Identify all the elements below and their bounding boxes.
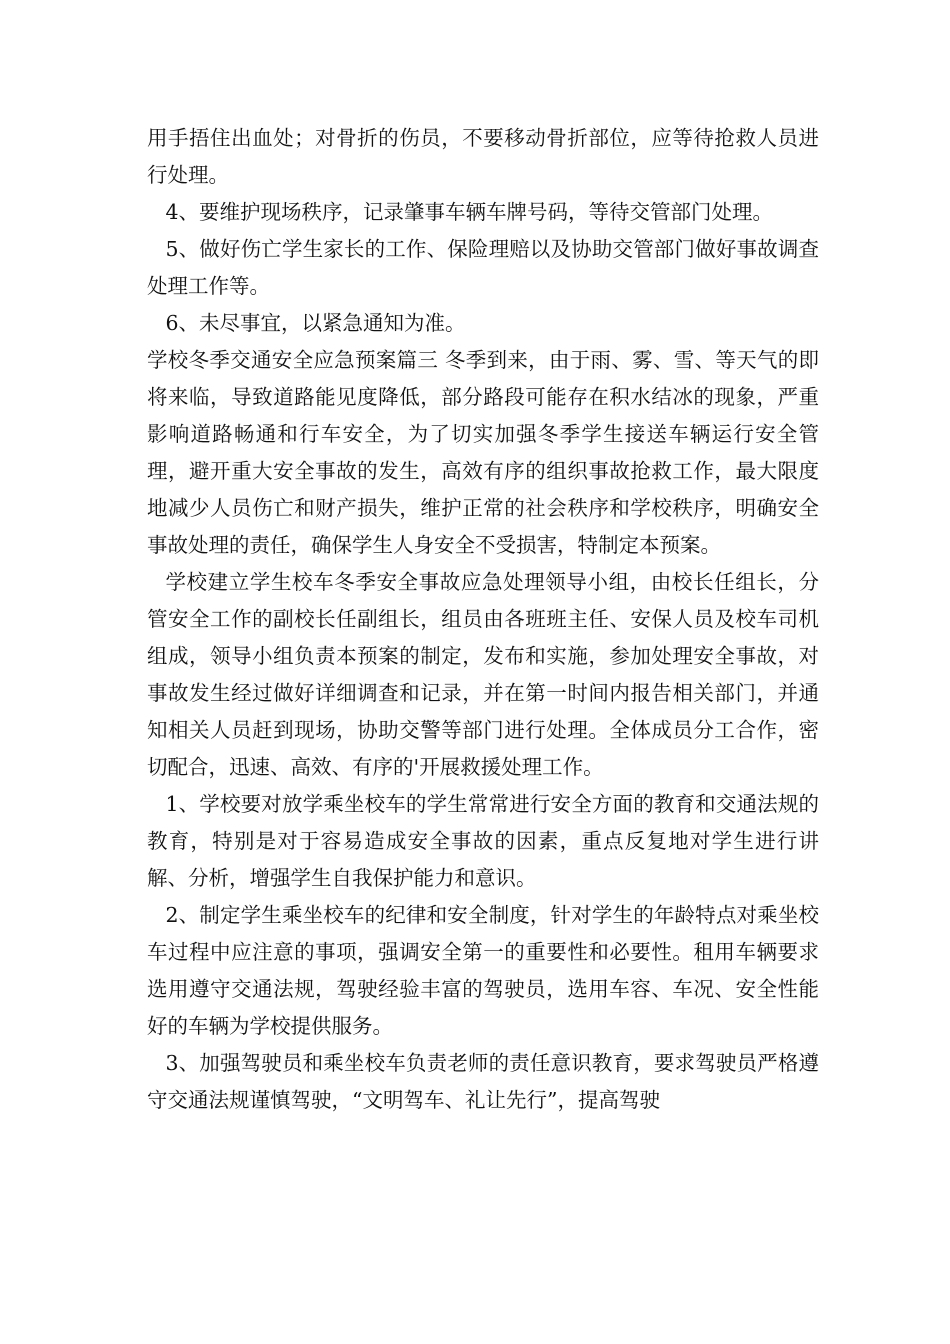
paragraph-item-6: 6、未尽事宜，以紧急通知为准。 [165, 311, 466, 335]
paragraph-injury-handling: 用手捂住出血处；对骨折的伤员，不要移动骨折部位，应等待抢救人员进行处理。 [147, 126, 819, 187]
document-body [147, 120, 819, 1119]
paragraph-leadership-group: 学校建立学生校车冬季安全事故应急处理领导小组，由校长任组长，分管安全工作的副校长任副组长，组员由各班班主任、安保人员及校车司机组成，领导小组负责本预案的制定，发布和实施，参加处理安全事故，对事故发生经过做好详细调查和记录，并在第一时间内报告相关部门，并通知相关人员赶到现场，协助交警等部门进行处理。全体成员分工合作，密切配合，迅速、高效、有序的'开展救援处理工作。 [147, 570, 819, 779]
paragraph-item-5: 5、做好伤亡学生家长的工作、保险理赔以及协助交管部门做好事故调查处理工作等。 [147, 237, 819, 298]
paragraph-measure-1: 1、学校要对放学乘坐校车的学生常常进行安全方面的教育和交通法规的教育，特别是对于容易造成安全事故的因素，重点反复地对学生进行讲解、分析，增强学生自我保护能力和意识。 [147, 792, 819, 890]
paragraph-item-4: 4、要维护现场秩序，记录肇事车辆车牌号码，等待交管部门处理。 [165, 200, 773, 224]
paragraph-section-three-intro: 学校冬季交通安全应急预案篇三 冬季到来，由于雨、雾、雪、等天气的即将来临，导致道路能见度降低，部分路段可能存在积水结冰的现象，严重影响道路畅通和行车安全，为了切实加强冬季学生接送车辆运行安全管理，避开重大安全事故的发生，高效有序的组织事故抢救工作，最大限度地减少人员伤亡和财产损失，维护正常的社会秩序和学校秩序，明确安全事故处理的责任，确保学生人身安全不受损害，特制定本预案。 [147, 348, 819, 557]
paragraph-measure-2: 2、制定学生乘坐校车的纪律和安全制度，针对学生的年龄特点对乘坐校车过程中应注意的事项，强调安全第一的重要性和必要性。租用车辆要求选用遵守交通法规，驾驶经验丰富的驾驶员，选用车容、车况、安全性能好的车辆为学校提供服务。 [147, 903, 819, 1038]
paragraph-measure-3: 3、加强驾驶员和乘坐校车负责老师的责任意识教育，要求驾驶员严格遵守交通法规谨慎驾驶，“文明驾车、礼让先行”，提高驾驶 [147, 1051, 819, 1112]
